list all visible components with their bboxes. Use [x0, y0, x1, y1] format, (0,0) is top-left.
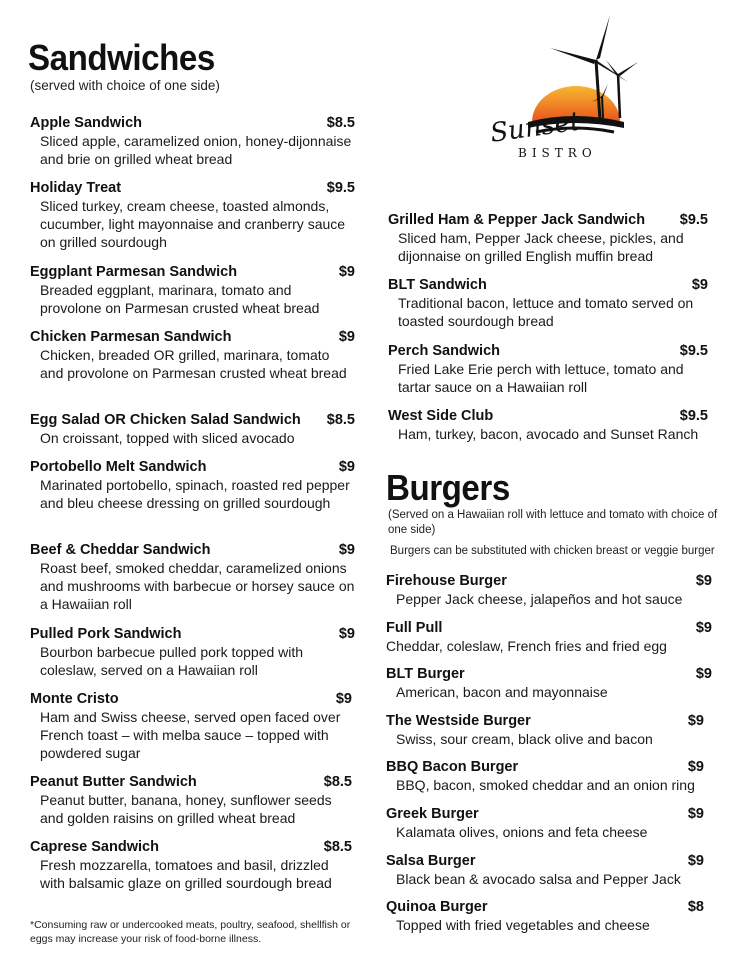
item-price: $9 — [695, 666, 712, 682]
item-name: Holiday Treat — [30, 180, 122, 196]
item-description: Peanut butter, banana, honey, sunflower seeds and golden raisins on grilled wheat bread — [40, 792, 332, 826]
item-price: $9 — [687, 713, 704, 729]
menu-item — [30, 541, 355, 613]
item-name: Greek Burger — [386, 806, 479, 822]
item-price: $8.5 — [323, 839, 352, 855]
item-price: $9 — [338, 626, 355, 642]
item-description: Sliced turkey, cream cheese, toasted almonds, cucumber, light mayonnaise and cranberry sauce on grilled sourdough — [40, 198, 346, 250]
item-description: American, bacon and mayonnaise — [396, 684, 608, 700]
item-name: West Side Club — [388, 408, 494, 424]
item-name: Beef & Cheddar Sandwich — [30, 542, 211, 558]
item-name: Caprese Sandwich — [30, 839, 159, 855]
item-price: $9.5 — [679, 343, 708, 359]
item-price: $9 — [338, 459, 355, 475]
item-name: Perch Sandwich — [388, 343, 501, 359]
item-description: BBQ, bacon, smoked cheddar and an onion ring — [396, 777, 695, 793]
item-price: $8.5 — [326, 115, 355, 131]
menu-item — [30, 690, 352, 762]
item-name: Portobello Melt Sandwich — [30, 459, 207, 475]
item-description: Ham, turkey, bacon, avocado and Sunset Ranch — [398, 426, 699, 442]
item-description: On croissant, topped with sliced avocado — [40, 430, 295, 446]
item-name: Eggplant Parmesan Sandwich — [30, 264, 238, 280]
item-description: Sliced apple, caramelized onion, honey-dijonnaise and brie on grilled wheat bread — [40, 133, 352, 167]
item-price: $9 — [338, 542, 355, 558]
item-price: $9.5 — [679, 408, 708, 424]
burgers-note: (Served on a Hawaiian roll with lettuce and tomato with choice of one side) — [388, 509, 718, 536]
item-description: Chicken, breaded OR grilled, marinara, tomato and provolone on Parmesan crusted wheat bread — [40, 347, 347, 381]
menu-item — [30, 114, 355, 168]
menu-item — [386, 852, 704, 888]
menu-item — [388, 211, 708, 265]
menu-item — [386, 665, 712, 701]
item-description: Fresh mozzarella, tomatoes and basil, drizzled with balsamic glaze on grilled sourdough bread — [40, 857, 332, 891]
item-description: Ham and Swiss cheese, served open faced over French toast – with melba sauce – topped with powdered sugar — [40, 709, 341, 761]
sandwiches-subtitle: (served with choice of one side) — [30, 78, 220, 93]
menu-item — [30, 773, 352, 827]
menu-item — [30, 838, 352, 892]
item-description: Black bean & avocado salsa and Pepper Jack — [396, 871, 681, 887]
logo-wordmark: Sunset — [488, 106, 583, 149]
item-price: $9 — [687, 853, 704, 869]
item-price: $9 — [695, 573, 712, 589]
menu-item — [30, 458, 355, 512]
logo-subtitle: BISTRO — [518, 146, 597, 160]
sandwiches-heading: Sandwiches — [28, 37, 215, 78]
menu-item — [386, 898, 704, 934]
item-description: Topped with fried vegetables and cheese — [396, 917, 650, 933]
menu-item — [386, 805, 704, 841]
item-name: Firehouse Burger — [386, 573, 507, 589]
item-name: Salsa Burger — [386, 853, 476, 869]
item-name: Monte Cristo — [30, 691, 119, 707]
item-name: Chicken Parmesan Sandwich — [30, 329, 232, 345]
item-price: $9 — [338, 329, 355, 345]
item-price: $9.5 — [326, 180, 355, 196]
item-description: Sliced ham, Pepper Jack cheese, pickles, and dijonnaise on grilled English muffin bread — [398, 230, 684, 264]
item-description: Roast beef, smoked cheddar, caramelized onions and mushrooms with barbecue or horsey sauce on a Hawaiian roll — [40, 560, 355, 612]
item-description: Marinated portobello, spinach, roasted red pepper and bleu cheese dressing on grilled sourdough — [40, 477, 350, 511]
menu-item — [386, 572, 712, 608]
item-description: Traditional bacon, lettuce and tomato served on toasted sourdough bread — [398, 295, 694, 329]
item-description: Breaded eggplant, marinara, tomato and provolone on Parmesan crusted wheat bread — [40, 282, 320, 316]
menu-item — [30, 263, 355, 317]
item-description: Kalamata olives, onions and feta cheese — [396, 824, 648, 840]
menu-item — [30, 328, 355, 382]
item-name: Quinoa Burger — [386, 899, 488, 915]
item-price: $8 — [687, 899, 704, 915]
item-description: Swiss, sour cream, black olive and bacon — [396, 731, 653, 747]
item-name: Peanut Butter Sandwich — [30, 774, 197, 790]
item-price: $9 — [687, 806, 704, 822]
menu-item — [30, 625, 355, 679]
item-price: $9 — [687, 759, 704, 775]
burgers-heading: Burgers — [386, 467, 510, 508]
item-description: Cheddar, coleslaw, French fries and fried egg — [386, 638, 667, 654]
item-description: Bourbon barbecue pulled pork topped with coleslaw, served on a Hawaiian roll — [40, 644, 304, 678]
item-price: $9 — [691, 277, 708, 293]
item-name: The Westside Burger — [386, 713, 531, 729]
menu-item — [30, 179, 355, 251]
menu-item — [388, 407, 708, 443]
food-safety-footnote: *Consuming raw or undercooked meats, poultry, seafood, shellfish or eggs may increase your risk of food-borne illness. — [30, 919, 351, 945]
item-name: Apple Sandwich — [30, 115, 142, 131]
menu-item — [386, 758, 704, 794]
menu-item — [388, 276, 708, 330]
item-name: BLT Sandwich — [388, 277, 487, 293]
item-price: $9.5 — [679, 212, 708, 228]
item-name: Full Pull — [386, 620, 443, 636]
item-name: Pulled Pork Sandwich — [30, 626, 182, 642]
menu-item — [30, 411, 355, 447]
item-price: $8.5 — [323, 774, 352, 790]
item-name: BLT Burger — [386, 666, 465, 682]
item-name: Egg Salad OR Chicken Salad Sandwich — [30, 412, 301, 428]
item-name: Grilled Ham & Pepper Jack Sandwich — [388, 212, 646, 228]
burgers-substitution-note: Burgers can be substituted with chicken breast or veggie burger — [390, 545, 715, 557]
item-price: $8.5 — [326, 412, 355, 428]
item-price: $9 — [335, 691, 352, 707]
item-price: $9 — [338, 264, 355, 280]
menu-item — [386, 712, 704, 748]
item-price: $9 — [695, 620, 712, 636]
menu-item — [386, 619, 712, 655]
item-description: Pepper Jack cheese, jalapeños and hot sauce — [396, 591, 683, 607]
item-name: BBQ Bacon Burger — [386, 759, 519, 775]
menu-item — [388, 342, 708, 396]
item-description: Fried Lake Erie perch with lettuce, tomato and tartar sauce on a Hawaiian roll — [398, 361, 684, 395]
